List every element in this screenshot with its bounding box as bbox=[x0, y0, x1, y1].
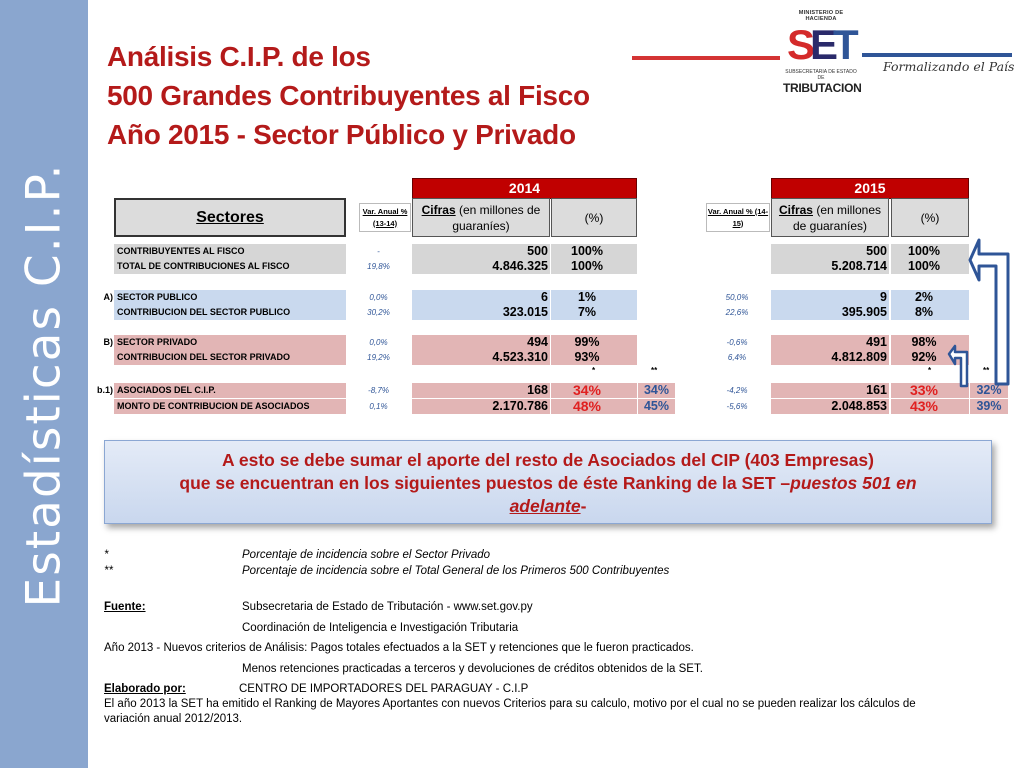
marker-double-2015: ** bbox=[983, 366, 990, 375]
row-cifras-2015: 491 bbox=[771, 335, 889, 350]
fuente-label: Fuente: bbox=[104, 601, 146, 613]
row-var-13-14: - bbox=[377, 247, 380, 256]
row-var-14-15: 50,0% bbox=[725, 293, 749, 302]
row-cifras-2014: 4.523.310 bbox=[412, 350, 550, 365]
faint-artifact bbox=[160, 172, 260, 178]
row-pct-2014: 93% bbox=[551, 350, 637, 365]
table-row bbox=[0, 383, 1024, 398]
cifras-2014-rest: (en millones de guaraníes) bbox=[452, 202, 541, 233]
row-cifras-2014: 494 bbox=[412, 335, 550, 350]
row-var-13-14: 0,0% bbox=[369, 293, 388, 302]
cifras-2015-rest: (en millones de guaraníes) bbox=[792, 202, 882, 233]
row-var-13-14: 0,0% bbox=[369, 338, 388, 347]
title-line-1: Análisis C.I.P. de los bbox=[107, 41, 371, 72]
row-var-13-14: 19,8% bbox=[367, 262, 390, 271]
row-letter bbox=[88, 305, 113, 320]
row-pct-2015: 98% bbox=[891, 335, 969, 350]
row-pct-2015: 8% bbox=[891, 305, 969, 320]
row-label: SECTOR PUBLICO bbox=[114, 290, 346, 305]
row-letter bbox=[88, 244, 113, 259]
cifras-2015-header bbox=[771, 198, 889, 237]
row-label: TOTAL DE CONTRIBUCIONES AL FISCO bbox=[114, 259, 346, 274]
row-var-14-15: -4,2% bbox=[726, 386, 748, 395]
var-anual-13-14-header: Var. Anual % (13-14) bbox=[359, 203, 411, 232]
table-row bbox=[0, 244, 1024, 259]
logo-subtitle: SUBSECRETARIA DE ESTADO DE bbox=[785, 69, 857, 81]
row-label: CONTRIBUCION DEL SECTOR PUBLICO bbox=[114, 305, 346, 320]
row-label: CONTRIBUYENTES AL FISCO bbox=[114, 244, 346, 259]
row-cifras-2015: 500 bbox=[771, 244, 889, 259]
logo-letters bbox=[783, 23, 859, 67]
row-pct-2015: 43% bbox=[891, 399, 969, 414]
callout-box bbox=[104, 440, 992, 524]
note-value: Porcentaje de incidencia sobre el Total General de los Primeros 500 Contribuyentes bbox=[242, 565, 670, 577]
elaborado-label: Elaborado por: bbox=[104, 683, 186, 695]
note-key: ** bbox=[104, 565, 113, 577]
logo-letter-s: S bbox=[787, 21, 816, 68]
ranking-text-1: El año 2013 la SET ha emitido el Ranking de Mayores Aportantes con nuevos Criterios para su calculo, motivo por el cual no se pueden realizar los cálculos de bbox=[104, 698, 916, 710]
set-logo bbox=[783, 10, 862, 95]
row-cifras-2015: 2.048.853 bbox=[771, 399, 889, 414]
row-var-13-14: -8,7% bbox=[368, 386, 389, 395]
row-pct-2014: 1% bbox=[551, 290, 637, 305]
row-var-13-14: 19,2% bbox=[367, 353, 390, 362]
row-letter: b.1) bbox=[96, 385, 113, 395]
row-cifras-2014: 6 bbox=[412, 290, 550, 305]
row-pct-total-2014: 34% bbox=[638, 383, 675, 398]
row-pct-2015: 92% bbox=[891, 350, 969, 365]
row-var-14-15 bbox=[705, 244, 769, 259]
pct-2014-header: (%) bbox=[551, 198, 637, 237]
row-pct-2014: 7% bbox=[551, 305, 637, 320]
title-line-2: 500 Grandes Contribuyentes al Fisco bbox=[107, 80, 590, 111]
row-pct-2015: 33% bbox=[891, 383, 969, 398]
row-pct-total-2014: 45% bbox=[638, 399, 675, 414]
logo-divider-red bbox=[632, 56, 780, 60]
cifras-2014-bold: Cifras bbox=[421, 202, 456, 217]
row-var-14-15: -5,6% bbox=[726, 402, 748, 411]
ranking-text-2: variación anual 2012/2013. bbox=[104, 713, 243, 725]
table-row bbox=[0, 335, 1024, 350]
logo-letter-t: T bbox=[833, 21, 859, 68]
row-cifras-2014: 323.015 bbox=[412, 305, 550, 320]
fuente-value: Subsecretaria de Estado de Tributación - www.set.gov.py bbox=[242, 601, 533, 613]
logo-letter-e: E bbox=[810, 21, 839, 68]
row-pct-2015: 100% bbox=[891, 244, 969, 259]
logo-divider-blue bbox=[862, 53, 1012, 57]
row-letter: B) bbox=[103, 337, 113, 347]
sectors-header: Sectores bbox=[114, 198, 346, 237]
row-pct-2014: 100% bbox=[551, 259, 637, 274]
title-line-3: Año 2015 - Sector Público y Privado bbox=[107, 119, 576, 150]
row-letter: A) bbox=[103, 292, 113, 302]
row-cifras-2015: 5.208.714 bbox=[771, 259, 889, 274]
row-cifras-2015: 161 bbox=[771, 383, 889, 398]
row-letter bbox=[88, 350, 113, 365]
var-anual-14-15-header: Var. Anual % (14-15) bbox=[706, 203, 770, 232]
row-var-13-14: 0,1% bbox=[369, 402, 388, 411]
callout-line-2-italic: puestos 501 en bbox=[790, 473, 917, 493]
elaborado-value: CENTRO DE IMPORTADORES DEL PARAGUAY - C.I.P bbox=[239, 683, 529, 695]
table-row bbox=[0, 350, 1024, 365]
cifras-2014-header bbox=[412, 198, 550, 237]
logo-tributacion: TRIBUTACION bbox=[783, 81, 862, 95]
marker-single-2015: * bbox=[928, 366, 932, 375]
arrow-up-large-icon bbox=[968, 238, 1013, 388]
row-var-14-15 bbox=[705, 259, 769, 274]
callout-line-2 bbox=[105, 472, 991, 495]
year-2015-header: 2015 bbox=[771, 178, 969, 199]
table-row bbox=[0, 259, 1024, 274]
row-cifras-2014: 168 bbox=[412, 383, 550, 398]
callout-line-3-italic: adelante bbox=[509, 496, 581, 516]
row-pct-2014: 99% bbox=[551, 335, 637, 350]
note-key: * bbox=[104, 549, 109, 561]
pct-2015-header: (%) bbox=[891, 198, 969, 237]
row-pct-total-2015: 32% bbox=[970, 383, 1008, 398]
side-band-title: Estadísticas C.I.P. bbox=[16, 162, 72, 608]
callout-line-3-dash: - bbox=[580, 496, 587, 516]
row-cifras-2014: 2.170.786 bbox=[412, 399, 550, 414]
row-label: ASOCIADOS DEL C.I.P. bbox=[114, 383, 346, 398]
row-var-13-14: 30,2% bbox=[367, 308, 390, 317]
menos-text: Menos retenciones practicadas a terceros y devoluciones de créditos obtenidos de la SET. bbox=[242, 663, 703, 675]
row-pct-2014: 48% bbox=[551, 399, 637, 414]
row-label: SECTOR PRIVADO bbox=[114, 335, 346, 350]
row-var-14-15: 22,6% bbox=[725, 308, 749, 317]
page-title bbox=[107, 37, 590, 154]
year-2014-header: 2014 bbox=[412, 178, 637, 199]
note-value: Porcentaje de incidencia sobre el Sector Privado bbox=[242, 549, 491, 561]
coordinacion-text: Coordinación de Inteligencia e Investigación Tributaria bbox=[242, 622, 519, 634]
row-letter bbox=[88, 259, 113, 274]
row-label: CONTRIBUCION DEL SECTOR PRIVADO bbox=[114, 350, 346, 365]
row-pct-2014: 100% bbox=[551, 244, 637, 259]
row-pct-total-2015: 39% bbox=[970, 399, 1008, 414]
row-var-14-15: 6,4% bbox=[727, 353, 747, 362]
logo-slogan: Formalizando el País bbox=[883, 59, 1015, 74]
cifras-2015-bold: Cifras bbox=[778, 202, 813, 217]
row-pct-2014: 34% bbox=[551, 383, 637, 398]
row-cifras-2015: 9 bbox=[771, 290, 889, 305]
arrow-up-small-icon bbox=[946, 344, 970, 388]
row-pct-2015: 2% bbox=[891, 290, 969, 305]
marker-single-2014: * bbox=[592, 366, 596, 375]
row-cifras-2015: 395.905 bbox=[771, 305, 889, 320]
callout-line-3 bbox=[105, 495, 991, 518]
table-row bbox=[0, 399, 1024, 414]
row-cifras-2015: 4.812.809 bbox=[771, 350, 889, 365]
row-cifras-2014: 4.846.325 bbox=[412, 259, 550, 274]
callout-line-2-text: que se encuentran en los siguientes puestos de éste Ranking de la SET – bbox=[179, 473, 791, 493]
row-letter bbox=[88, 399, 113, 414]
callout-line-1: A esto se debe sumar el aporte del resto de Asociados del CIP (403 Empresas) bbox=[222, 450, 874, 470]
row-var-14-15: -0,6% bbox=[726, 338, 748, 347]
logo-ministry: MINISTERIO DE HACIENDA bbox=[798, 10, 844, 22]
row-label: MONTO DE CONTRIBUCION DE ASOCIADOS bbox=[114, 399, 346, 414]
table-row bbox=[0, 305, 1024, 320]
marker-double-2014: ** bbox=[651, 366, 658, 375]
table-row bbox=[0, 290, 1024, 305]
criteria-text: Año 2013 - Nuevos criterios de Análisis: Pagos totales efectuados a la SET y retenciones que le fueron practicados. bbox=[104, 642, 694, 654]
row-pct-2015: 100% bbox=[891, 259, 969, 274]
row-cifras-2014: 500 bbox=[412, 244, 550, 259]
